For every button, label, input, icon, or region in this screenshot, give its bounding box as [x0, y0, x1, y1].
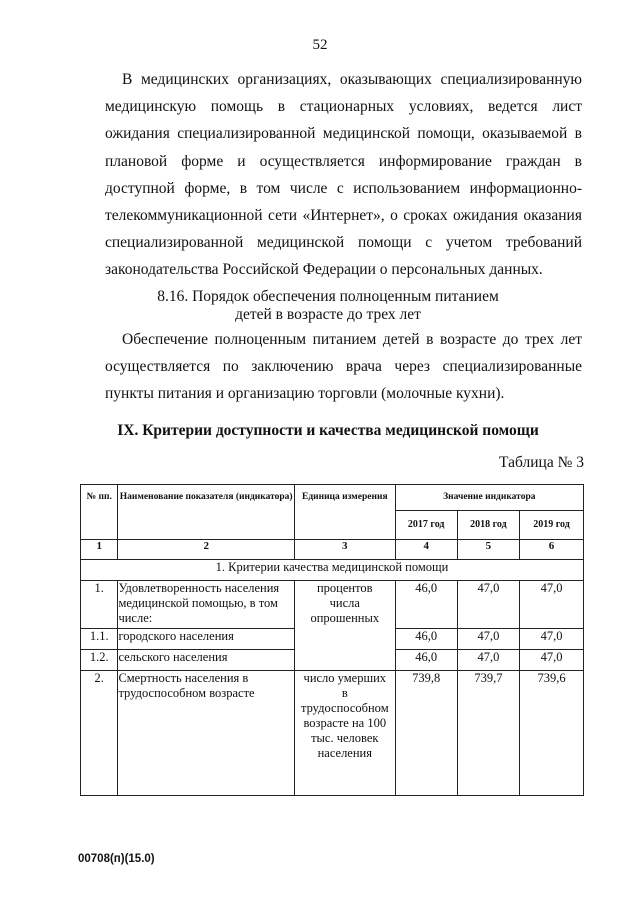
group-title: 1. Критерии качества медицинской помощи [81, 560, 584, 581]
column-number-row [81, 540, 584, 560]
paragraph-nutrition: Обеспечение полноценным питанием детей в возрасте до трех лет осуществляется по заключению врача через специализированные пункты питания и организацию торговли (молочные кухни). [105, 331, 582, 403]
row-num: 1. [81, 581, 118, 629]
row-num: 2. [81, 671, 118, 796]
row-value-2017: 46,0 [395, 629, 457, 650]
row-name: городского населения [118, 629, 295, 650]
row-value-2019: 47,0 [520, 581, 584, 629]
column-number: 3 [294, 540, 395, 560]
section-heading: IX. Критерии доступности и качества медицинской помощи [117, 422, 539, 439]
row-value-2019: 47,0 [520, 650, 584, 671]
column-number: 6 [520, 540, 584, 560]
row-name: Удовлетворенность населения медицинской помощью, в том числе: [118, 581, 295, 629]
header-year-2017: 2017 год [395, 510, 457, 539]
header-value: Значение индикатора [395, 485, 583, 511]
header-year-2019: 2019 год [520, 510, 584, 539]
row-name: Смертность населения в трудоспособном возрасте [118, 671, 295, 796]
document-code: 00708(п)(15.0) [78, 853, 155, 865]
header-num: № пп. [81, 485, 118, 540]
subheading-line-2: детей в возрасте до трех лет [235, 306, 421, 323]
subheading-line-1: 8.16. Порядок обеспечения полноценным питанием [157, 288, 499, 305]
row-name: сельского населения [118, 650, 295, 671]
row-value-2017: 46,0 [395, 650, 457, 671]
row-num: 1.2. [81, 650, 118, 671]
header-unit: Единица измерения [294, 485, 395, 540]
row-value-2018: 739,7 [457, 671, 519, 796]
row-value-2017: 46,0 [395, 581, 457, 629]
column-number: 2 [118, 540, 295, 560]
column-number: 1 [81, 540, 118, 560]
group-row [81, 560, 584, 581]
header-name: Наименование показателя (индикатора) [118, 485, 295, 540]
row-value-2019: 739,6 [520, 671, 584, 796]
row-unit: число умерших в трудоспособном возрасте на 100 тыс. человек населения [294, 671, 395, 796]
column-number: 4 [395, 540, 457, 560]
table-label: Таблица № 3 [499, 454, 584, 471]
table-header-row [81, 485, 584, 511]
column-number: 5 [457, 540, 519, 560]
row-value-2017: 739,8 [395, 671, 457, 796]
row-value-2018: 47,0 [457, 650, 519, 671]
row-value-2018: 47,0 [457, 629, 519, 650]
page-number: 52 [312, 37, 328, 53]
row-value-2019: 47,0 [520, 629, 584, 650]
row-value-2018: 47,0 [457, 581, 519, 629]
table-row [81, 581, 584, 629]
row-num: 1.1. [81, 629, 118, 650]
row-unit: процентов числа опрошенных [294, 581, 395, 671]
table-row [81, 671, 584, 796]
subheading-8-16 [0, 288, 640, 324]
paragraph-waiting-list: В медицинских организациях, оказывающих специализированную медицинскую помощь в стационарных условиях, ведется лист ожидания специализированной медицинской помощи, оказываемой в плановой форме и осуществляется информирование граждан в доступной форме, в том числе с использованием информационно-телекоммуникационной сети «Интернет», о сроках ожидания оказания специализированной медицинской помощи с учетом требований законодательства Российской Федерации о персональных данных. [105, 71, 582, 279]
criteria-table [80, 484, 584, 796]
header-year-2018: 2018 год [457, 510, 519, 539]
